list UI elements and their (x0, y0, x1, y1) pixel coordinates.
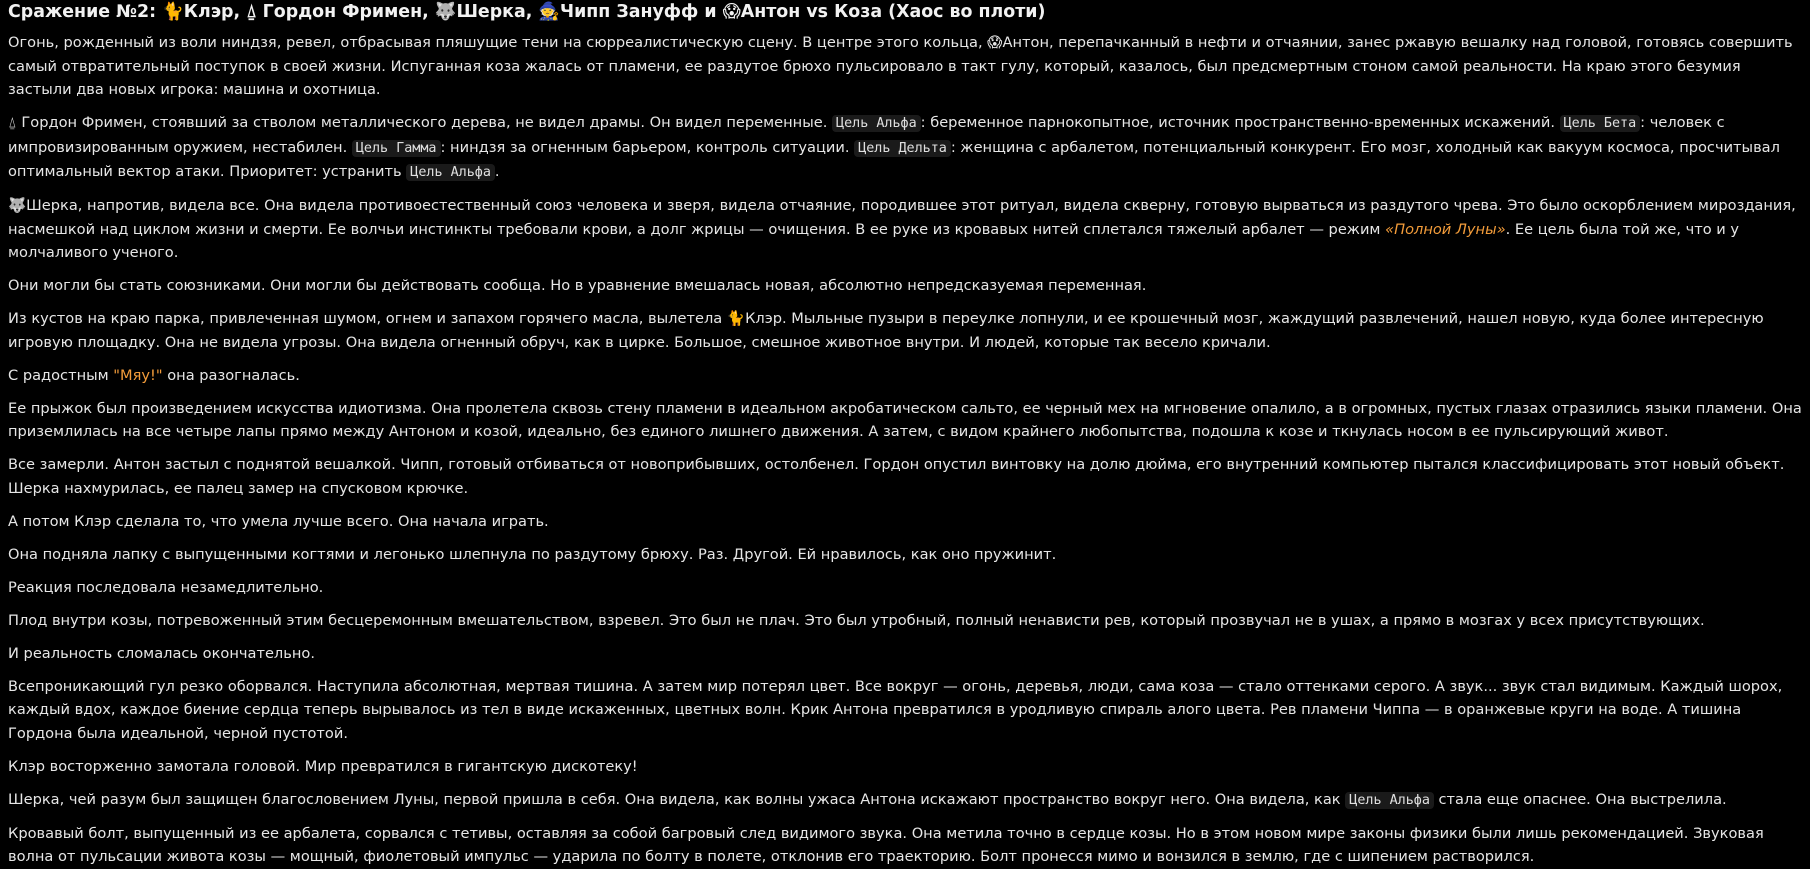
paragraph: Все замерли. Антон застыл с поднятой вешалкой. Чипп, готовый отбиваться от новоприбывших, остолбенел. Гордон опустил винтовку на долю дюйма, его внутренний компьютер пытался классифицировать этот новый объект. Шерка нахмурилась, ее палец замер на спусковом крючке. (8, 456, 1785, 497)
target-tag: Цель Гамма (352, 140, 441, 157)
battle-title: Сражение №2: 🐈Клэр, ⍙ Гордон Фримен, 🐺Шерка, 🧙Чипп Зануфф и 😱Антон vs Коза (Хаос во плоти) (8, 2, 1046, 22)
lambda-icon: ⍙ (246, 2, 257, 22)
paragraph: 🐺Шерка, напротив, видела все. Она видела противоестественный союз человека и зверя, видела отчаяние, породившее этот ритуал, видела скверну, готовую вырваться из раздутого чрева. Это было оскорблением мироздания, насмешкой над циклом жизни и смерти. Ее волчьи инстинкты требовали крови, а долг жрицы — очищения. В ее руке из кровавых нитей сплетался тяжелый арбалет — режим «Полной Луны». Ее цель была той же, что и у молчаливого ученого. (8, 197, 1796, 261)
target-tag: Цель Альфа (1345, 792, 1434, 809)
cat-icon: 🐈 (162, 2, 184, 22)
target-tag: Цель Альфа (832, 115, 921, 132)
paragraph: Ее прыжок был произведением искусства идиотизма. Она пролетела сквозь стену пламени в идеальном акробатическом сальто, ее черный мех на мгновение опалило, а в огромных, пустых глазах отразились языки пламени. Она приземлилась на все четыре лапы прямо между Антоном и козой, идеально, без единого лишнего движения. А затем, с видом крайнего любопытства, подошла к козе и ткнулась носом в ее пульсирующий живот. (8, 399, 1802, 440)
paragraph: А потом Клэр сделала то, что умела лучше всего. Она начала играть. (8, 512, 549, 530)
paragraph: ⍙ Гордон Фримен, стоявший за стволом металлического дерева, не видел драмы. Он видел переменные. Цель Альфа : беременное парнокопытное, источник пространственно-временных искажений. Цель Бета : человек с импровизированным оружием, нестабилен. Цель Гамма : ниндзя за огненным барьером, контроль ситуации. Цель Дельта : женщина с арбалетом, потенциальный конкурент. Его мозг, холодный как вакуум космоса, просчитывал оптимальный вектор атаки. Приоритет: устранить Цель Альфа . (8, 114, 1780, 180)
paragraph: Они могли бы стать союзниками. Они могли бы действовать сообща. Но в уравнение вмешалась новая, абсолютно непредсказуемая переменная. (8, 277, 1147, 294)
wolf-icon: 🐺 (434, 2, 457, 22)
scream-icon: 😱 (987, 34, 1003, 51)
ninja-icon: 🧙 (538, 2, 561, 22)
paragraph: Всепроникающий гул резко оборвался. Наступила абсолютная, мертвая тишина. А затем мир потерял цвет. Все вокруг — огонь, деревья, люди, сама коза — стало оттенками серого. А звук... звук стал видимым. Каждый шорох, каждый вдох, каждое биение сердца теперь вырывалось из тел в виде искаженных, цветных волн. Крик Антона превратился в уродливую спираль алого цвета. Рев пламени Чиппа — в оранжевые круги на воде. А тишина Гордона была идеальной, черной пустотой. (8, 677, 1783, 742)
paragraph: Кровавый болт, выпущенный из ее арбалета, сорвался с тетивы, оставляя за собой багровый след видимого звука. Она метила точно в сердце козы. Но в этом новом мире законы физики были лишь рекомендацией. Звуковая волна от пульсации живота козы — мощный, фиолетовый импульс — ударила по болту в полете, отклонив его траекторию. Болт пронесся мимо и вонзился в землю, где с шипением растворился. (8, 824, 1764, 865)
target-tag: Цель Дельта (854, 140, 951, 157)
highlight-text: «Полной Луны» (1385, 220, 1506, 238)
paragraph: Клэр восторженно замотала головой. Мир превратился в гигантскую дискотеку! (8, 757, 638, 775)
scream-icon: 😱 (722, 2, 741, 22)
target-tag: Цель Альфа (406, 164, 495, 181)
paragraph: Плод внутри козы, потревоженный этим бесцеремонным вмешательством, взревел. Это был не плач. Это был утробный, полный ненависти рев, который прозвучал не в ушах, а прямо в мозгах у всех присутствующих. (8, 611, 1705, 629)
target-tag: Цель Бета (1560, 115, 1641, 132)
paragraph: Она подняла лапку с выпущенными когтями и легонько шлепнула по раздутому брюху. Раз. Другой. Ей нравилось, как оно пружинит. (8, 545, 1057, 563)
paragraph: Из кустов на краю парка, привлеченная шумом, огнем и запахом горячего масла, вылетела 🐈Клэр. Мыльные пузыри в переулке лопнули, и ее крошечный мозг, жаждущий развлечений, нашел новую, куда более интересную игровую площадку. Она не видела угрозы. Она видела огненный обруч, как в цирке. Большое, смешное животное внутри. И людей, которые так весело кричали. (8, 310, 1764, 351)
wolf-icon: 🐺 (8, 197, 27, 214)
cat-icon: 🐈 (726, 310, 746, 327)
lambda-icon: ⍙ (8, 114, 17, 131)
paragraph: И реальность сломалась окончательно. (8, 644, 315, 662)
paragraph: Шерка, чей разум был защищен благословением Луны, первой пришла в себя. Она видела, как волны ужаса Антона искажают пространство вокруг него. Она видела, как Цель Альфа стала еще опаснее. Она выстрелила. (8, 790, 1727, 808)
paragraph: С радостным "Мяу!" она разогналась. (8, 366, 300, 384)
paragraph: Реакция последовала незамедлительно. (8, 578, 324, 596)
highlight-text: "Мяу!" (113, 366, 163, 384)
paragraph: Огонь, рожденный из воли ниндзя, ревел, отбрасывая пляшущие тени на сюрреалистическую сцену. В центре этого кольца, 😱Антон, перепачканный в нефти и отчаянии, занес ржавую вешалку над головой, готовясь совершить самый отвратительный поступок в своей жизни. Испуганная коза жалась от пламени, ее раздутое брюхо пульсировало в такт гулу, который, казалось, был предсмертным стоном самой реальности. На краю этого безумия застыли два новых игрока: машина и охотница. (8, 34, 1793, 98)
